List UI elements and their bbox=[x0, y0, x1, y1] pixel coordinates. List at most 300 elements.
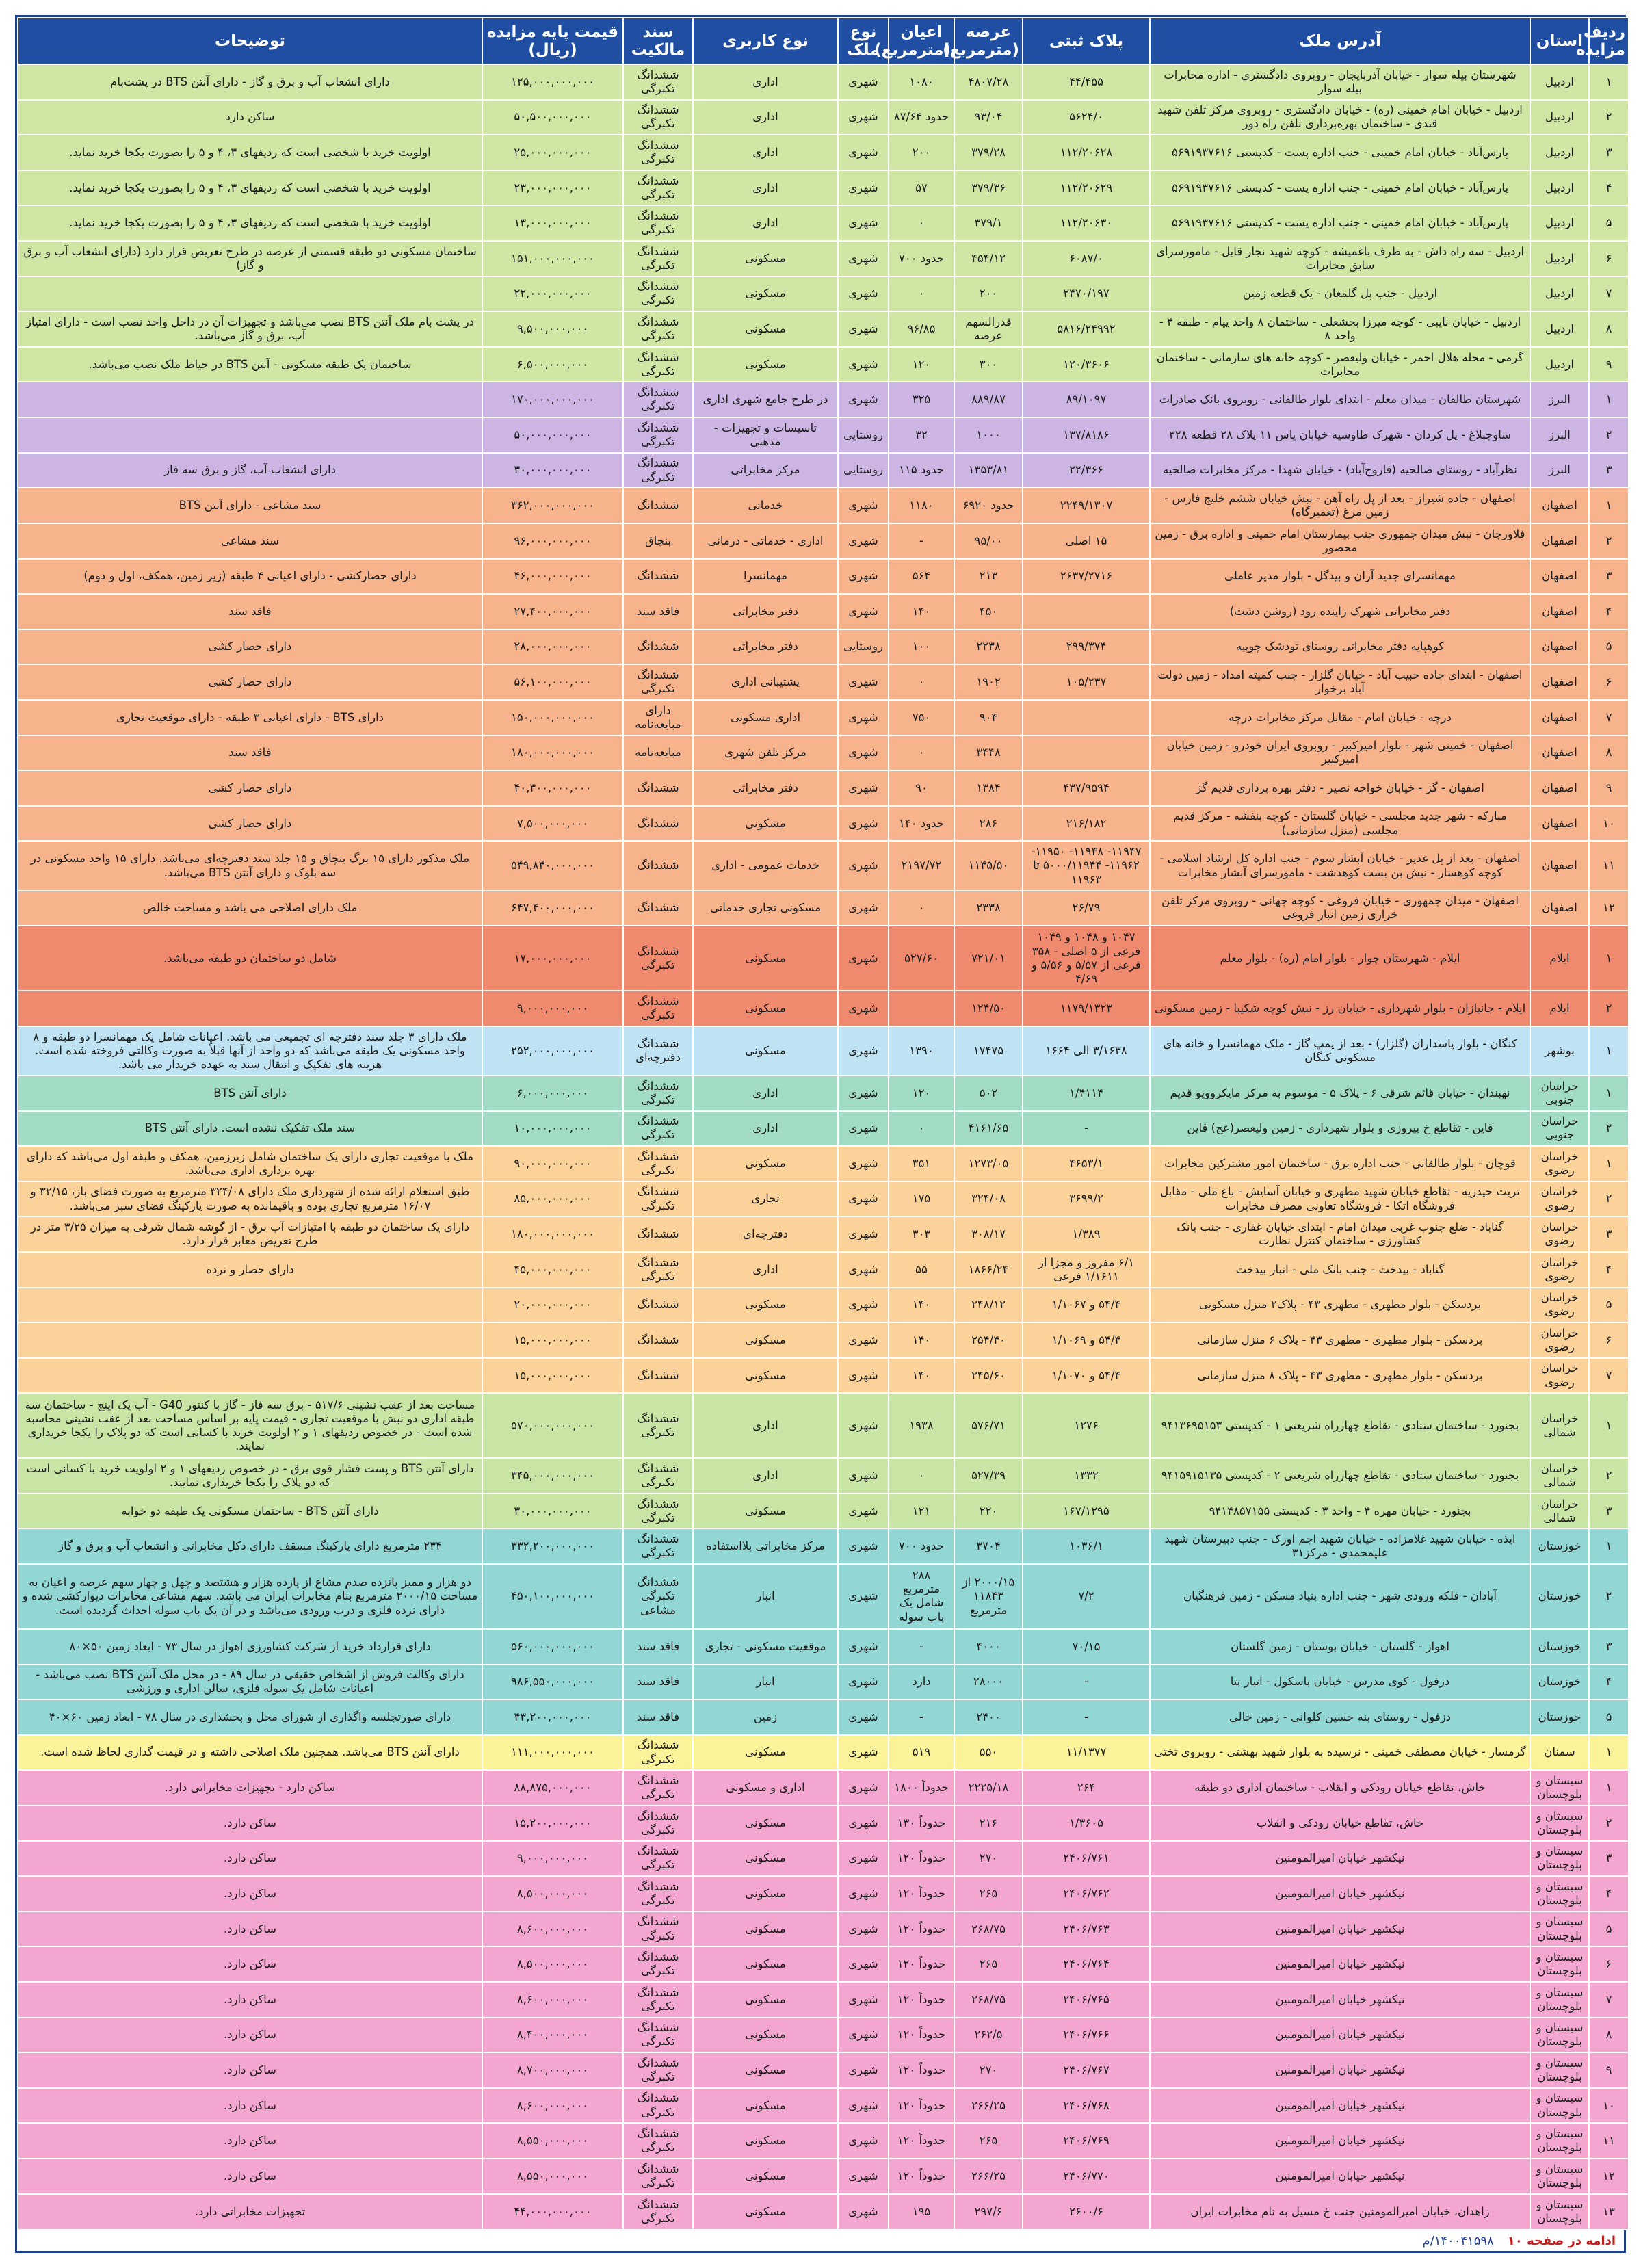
cell-deed: فاقد سند bbox=[623, 1699, 693, 1735]
cell-row-number: ۵ bbox=[1589, 1288, 1629, 1323]
cell-deed: ششدانگ تکبرگی bbox=[623, 2018, 693, 2053]
cell-description: ساختمان مسکونی دو طبقه قسمتی از عرصه در طرح تعریض قرار دارد (دارای انشعاب آب و برق و گاز) bbox=[18, 241, 482, 276]
cell-building-area: ۰ bbox=[889, 276, 954, 312]
cell-plaque: ۲۴۰۶/۷۶۹ bbox=[1023, 2123, 1150, 2159]
cell-building-area bbox=[889, 991, 954, 1026]
cell-plaque: ۲۹۹/۳۷۴ bbox=[1023, 629, 1150, 665]
cell-row-number: ۷ bbox=[1589, 1358, 1629, 1394]
cell-usage: اداری bbox=[693, 64, 838, 100]
cell-deed: ششدانگ تکبرگی bbox=[623, 2123, 693, 2159]
cell-province: خوزستان bbox=[1530, 1699, 1589, 1735]
cell-deed: ششدانگ تکبرگی bbox=[623, 311, 693, 347]
cell-land-area: ۴۸۰۷/۲۸ bbox=[954, 64, 1023, 100]
cell-row-number: ۷ bbox=[1589, 700, 1629, 735]
cell-land-area: ۱۲۷۳/۰۵ bbox=[954, 1146, 1023, 1182]
table-row bbox=[18, 1699, 1629, 1735]
cell-address: اردبیل - خیابان نایبی - کوچه میرزا بخشعلی - ساختمان ۸ واحد پیام - طبقه ۴ - واحد ۸ bbox=[1150, 311, 1530, 347]
cell-property-kind: شهری bbox=[838, 1252, 889, 1288]
cell-row-number: ۳ bbox=[1589, 559, 1629, 595]
cell-land-area: ۲۴۸/۱۲ bbox=[954, 1288, 1023, 1323]
cell-deed: فاقد سند bbox=[623, 1629, 693, 1665]
cell-province: ایلام bbox=[1530, 991, 1589, 1026]
cell-deed: ششدانگ bbox=[623, 629, 693, 665]
cell-plaque: ۲۲/۳۶۶ bbox=[1023, 453, 1150, 488]
cell-province: خوزستان bbox=[1530, 1528, 1589, 1564]
cell-deed: ششدانگ تکبرگی bbox=[623, 1393, 693, 1458]
cell-deed: ششدانگ تکبرگی bbox=[623, 1735, 693, 1771]
cell-usage: مسکونی bbox=[693, 2194, 838, 2230]
cell-deed: ششدانگ تکبرگی bbox=[623, 2088, 693, 2124]
cell-description: دارای آنتن BTS - ساختمان مسکونی یک طبقه دو خوابه bbox=[18, 1494, 482, 1529]
cell-usage: اداری bbox=[693, 1393, 838, 1458]
table-row bbox=[18, 2088, 1629, 2124]
cell-land-area: قدرالسهم عرصه bbox=[954, 311, 1023, 347]
cell-plaque: - bbox=[1023, 1665, 1150, 1700]
cell-province: بوشهر bbox=[1530, 1026, 1589, 1076]
table-row bbox=[18, 417, 1629, 453]
cell-description: دارای آنتن BTS bbox=[18, 1076, 482, 1111]
cell-usage: دفتر مخابراتی bbox=[693, 770, 838, 806]
cell-plaque: ۲۱۶/۱۸۲ bbox=[1023, 806, 1150, 842]
cell-plaque: ۱۵ اصلی bbox=[1023, 523, 1150, 559]
cell-deed: ششدانگ تکبرگی bbox=[623, 1111, 693, 1147]
cell-land-area: ۳۴۴۸ bbox=[954, 735, 1023, 771]
cell-row-number: ۱ bbox=[1589, 1393, 1629, 1458]
cell-province: سیستان و بلوچستان bbox=[1530, 1806, 1589, 1841]
cell-description: ملک دارای ۳ جلد سند دفترچه ای تجمیعی می باشد. اعیانات شامل یک مهمانسرا دو طبقه و ۸ واحد مسکونی یک طبقه می‌باشد که دو واحد از آنها قبلاً به صورت وکالتی فروخته شده است. هزینه های تفکیک و انتقال سند به عهده خریدار می باشد. bbox=[18, 1026, 482, 1076]
table-body bbox=[18, 64, 1629, 2230]
cell-property-kind: شهری bbox=[838, 735, 889, 771]
table-row bbox=[18, 276, 1629, 312]
table-header bbox=[18, 18, 1629, 64]
cell-property-kind: شهری bbox=[838, 1358, 889, 1394]
cell-usage: اداری - خدماتی - درمانی bbox=[693, 523, 838, 559]
cell-building-area: حدوداً ۱۲۰ bbox=[889, 1912, 954, 1947]
cell-building-area: حدوداً ۱۲۰ bbox=[889, 1841, 954, 1877]
cell-land-area: ۲۰۰ bbox=[954, 276, 1023, 312]
cell-property-kind: شهری bbox=[838, 2159, 889, 2194]
table-row bbox=[18, 1735, 1629, 1771]
cell-description: دارای صورتجلسه واگذاری از شورای محل و بخشداری در سال ۷۸ - ابعاد زمین ۶۰×۴۰ bbox=[18, 1699, 482, 1735]
cell-address: دزفول - روستای بنه حسین کلوانی - زمین خالی bbox=[1150, 1699, 1530, 1735]
cell-land-area: ۲۷۰ bbox=[954, 2052, 1023, 2088]
cell-building-area: حدود ۱۴۰ bbox=[889, 806, 954, 842]
cell-province: اصفهان bbox=[1530, 700, 1589, 735]
cell-description: ۲۳۴ مترمربع دارای پارکینگ مسقف دارای دکل مخابراتی و انشعاب آب و برق و گاز bbox=[18, 1528, 482, 1564]
cell-usage: مرکز تلفن شهری bbox=[693, 735, 838, 771]
cell-province: سیستان و بلوچستان bbox=[1530, 2123, 1589, 2159]
cell-property-kind: شهری bbox=[838, 2088, 889, 2124]
cell-plaque: ۵۸۱۶/۲۴۹۹۲ bbox=[1023, 311, 1150, 347]
cell-land-area: ۲۶۵ bbox=[954, 1946, 1023, 1982]
cell-province: خوزستان bbox=[1530, 1564, 1589, 1629]
cell-description: دارای انشعاب آب و برق و گاز - دارای آنتن BTS در پشت‌بام bbox=[18, 64, 482, 100]
cell-address: گناباد - بیدخت - جنب بانک ملی - انبار بیدخت bbox=[1150, 1252, 1530, 1288]
cell-deed: ششدانگ bbox=[623, 806, 693, 842]
cell-base-price: ۸,۶۰۰,۰۰۰,۰۰۰ bbox=[482, 1982, 623, 2018]
cell-land-area: ۳۷۹/۱ bbox=[954, 205, 1023, 241]
cell-description: ساکن دارد bbox=[18, 100, 482, 135]
cell-province: خراسان رضوی bbox=[1530, 1182, 1589, 1217]
cell-plaque: ۵۶۲۴/۰ bbox=[1023, 100, 1150, 135]
table-row bbox=[18, 770, 1629, 806]
cell-plaque: ۲۶۳۷/۲۷۱۶ bbox=[1023, 559, 1150, 595]
cell-address: قاین - تقاطع خ پیروزی و بلوار شهرداری - زمین ولیعصر(عج) قاین bbox=[1150, 1111, 1530, 1147]
cell-land-area: ۳۷۰۴ bbox=[954, 1528, 1023, 1564]
cell-base-price: ۶۴۷,۴۰۰,۰۰۰,۰۰۰ bbox=[482, 891, 623, 926]
cell-description: در پشت بام ملک آنتن BTS نصب می‌باشد و تجهیزات آن در داخل واحد نصب است - دارای امتیاز آب، برق و گاز می‌باشد. bbox=[18, 311, 482, 347]
cell-land-area: ۲۴۵/۶۰ bbox=[954, 1358, 1023, 1394]
cell-plaque: ۶/۱ مفروز و مجزا از ۱/۱۶۱۱ فرعی bbox=[1023, 1252, 1150, 1288]
cell-row-number: ۱ bbox=[1589, 64, 1629, 100]
cell-usage: مسکونی bbox=[693, 1146, 838, 1182]
cell-property-kind: شهری bbox=[838, 1076, 889, 1111]
cell-deed: فاقد سند bbox=[623, 1665, 693, 1700]
cell-deed: ششدانگ تکبرگی bbox=[623, 991, 693, 1026]
cell-base-price: ۵۰,۵۰۰,۰۰۰,۰۰۰ bbox=[482, 100, 623, 135]
ad-code: ۱۴۰۰۴۱۵۹۸/م bbox=[1422, 2233, 1494, 2248]
table-row bbox=[18, 453, 1629, 488]
cell-property-kind: شهری bbox=[838, 1876, 889, 1912]
cell-usage: دفتر مخابراتی bbox=[693, 629, 838, 665]
cell-land-area: ۲۲۲۵/۱۸ bbox=[954, 1770, 1023, 1806]
cell-description: دارای حصار کشی bbox=[18, 770, 482, 806]
cell-deed: ششدانگ bbox=[623, 841, 693, 890]
cell-base-price: ۳۴۵,۰۰۰,۰۰۰,۰۰۰ bbox=[482, 1458, 623, 1494]
cell-building-area: ۱۰۸۰ bbox=[889, 64, 954, 100]
cell-usage: موقعیت مسکونی - تجاری bbox=[693, 1629, 838, 1665]
cell-description: ملک با موقعیت تجاری دارای یک ساختمان شامل زیرزمین، همکف و طبقه اول می‌باشد که دارای بهره برداری اداری می‌باشد. bbox=[18, 1146, 482, 1182]
cell-property-kind: شهری bbox=[838, 241, 889, 276]
cell-property-kind: شهری bbox=[838, 1946, 889, 1982]
header-plaque: پلاک ثبتی bbox=[1023, 18, 1150, 64]
cell-province: ایلام bbox=[1530, 926, 1589, 991]
cell-deed: ششدانگ تکبرگی bbox=[623, 347, 693, 382]
cell-address: ایلام - شهرستان چوار - بلوار امام (ره) - بلوار معلم bbox=[1150, 926, 1530, 991]
cell-base-price: ۶,۵۰۰,۰۰۰,۰۰۰ bbox=[482, 347, 623, 382]
table-row bbox=[18, 1216, 1629, 1252]
cell-base-price: ۱۷,۰۰۰,۰۰۰,۰۰۰ bbox=[482, 926, 623, 991]
cell-province: اردبیل bbox=[1530, 135, 1589, 170]
cell-row-number: ۲ bbox=[1589, 523, 1629, 559]
cell-land-area: ۲۰۰۰/۱۵ از ۱۱۸۴۳ مترمربع bbox=[954, 1564, 1023, 1629]
cell-address: گرمی - محله هلال احمر - خیابان ولیعصر - کوچه خانه های سازمانی - ساختمان مخابرات bbox=[1150, 347, 1530, 382]
cell-base-price: ۵۶۰,۰۰۰,۰۰۰,۰۰۰ bbox=[482, 1629, 623, 1665]
cell-land-area: ۲۵۴/۴۰ bbox=[954, 1322, 1023, 1358]
cell-building-area: - bbox=[889, 523, 954, 559]
cell-usage: اداری bbox=[693, 1458, 838, 1494]
cell-building-area: حدوداً ۱۲۰ bbox=[889, 2088, 954, 2124]
cell-usage: مسکونی bbox=[693, 1494, 838, 1529]
cell-usage: مسکونی bbox=[693, 1358, 838, 1394]
cell-base-price: ۹۸۶,۵۵۰,۰۰۰,۰۰۰ bbox=[482, 1665, 623, 1700]
cell-property-kind: شهری bbox=[838, 1111, 889, 1147]
cell-description: فاقد سند bbox=[18, 594, 482, 629]
cell-base-price: ۶,۰۰۰,۰۰۰,۰۰۰ bbox=[482, 1076, 623, 1111]
cell-plaque: ۸۹/۱۰۹۷ bbox=[1023, 382, 1150, 417]
cell-land-area: ۲۶۵ bbox=[954, 1876, 1023, 1912]
cell-province: اردبیل bbox=[1530, 347, 1589, 382]
cell-land-area: ۱۷۴۷۵ bbox=[954, 1026, 1023, 1076]
cell-province: اردبیل bbox=[1530, 100, 1589, 135]
cell-property-kind: شهری bbox=[838, 1322, 889, 1358]
cell-land-area: ۲۶۶/۲۵ bbox=[954, 2159, 1023, 2194]
cell-deed: ششدانگ تکبرگی bbox=[623, 1076, 693, 1111]
cell-row-number: ۲ bbox=[1589, 1564, 1629, 1629]
table-row bbox=[18, 806, 1629, 842]
table-row bbox=[18, 2194, 1629, 2230]
header-description: توضیحات bbox=[18, 18, 482, 64]
cell-usage: انبار bbox=[693, 1665, 838, 1700]
cell-land-area: ۲۲۳۸ bbox=[954, 629, 1023, 665]
table-row bbox=[18, 1358, 1629, 1394]
cell-base-price: ۲۳,۰۰۰,۰۰۰,۰۰۰ bbox=[482, 170, 623, 206]
cell-address: تربت حیدریه - تقاطع خیابان شهید مطهری و خیابان آسایش - باغ ملی - مقابل فروشگاه اتکا - فروشگاه تعاونی مصرف مخابرات bbox=[1150, 1182, 1530, 1217]
cell-land-area: ۵۷۶/۷۱ bbox=[954, 1393, 1023, 1458]
cell-row-number: ۲ bbox=[1589, 100, 1629, 135]
table-row bbox=[18, 1564, 1629, 1629]
cell-address: زاهدان، خیابان امیرالمومنین جنب خ مسیل به نام مخابرات ایران bbox=[1150, 2194, 1530, 2230]
cell-usage: مسکونی bbox=[693, 241, 838, 276]
cell-base-price: ۵۶,۱۰۰,۰۰۰,۰۰۰ bbox=[482, 664, 623, 700]
cell-address: بجنورد - ساختمان ستادی - تقاطع چهارراه شریعتی ۱ - کدپستی ۹۴۱۳۶۹۵۱۵۳ bbox=[1150, 1393, 1530, 1458]
cell-address: اصفهان - ابتدای جاده حبیب آباد - خیابان گلزار - جنب کمیته امداد - زمین دولت آباد برخوار bbox=[1150, 664, 1530, 700]
cell-province: اصفهان bbox=[1530, 594, 1589, 629]
cell-plaque: ۲۴۰۶/۷۶۸ bbox=[1023, 2088, 1150, 2124]
cell-deed: ششدانگ bbox=[623, 770, 693, 806]
table-row bbox=[18, 1252, 1629, 1288]
cell-row-number: ۴ bbox=[1589, 1665, 1629, 1700]
cell-land-area: ۱۳۵۳/۸۱ bbox=[954, 453, 1023, 488]
cell-deed: ششدانگ bbox=[623, 1288, 693, 1323]
cell-description bbox=[18, 382, 482, 417]
cell-base-price: ۱۰,۰۰۰,۰۰۰,۰۰۰ bbox=[482, 1111, 623, 1147]
cell-usage: پشتیبانی اداری bbox=[693, 664, 838, 700]
cell-building-area: ۲۱۹۷/۷۲ bbox=[889, 841, 954, 890]
cell-province: سیستان و بلوچستان bbox=[1530, 1946, 1589, 1982]
cell-description: دارای یک ساختمان دو طبقه با امتیازات آب برق - از گوشه شمال شرقی به میزان ۳/۲۵ متر در طرح تعریض معابر قرار دارد. bbox=[18, 1216, 482, 1252]
cell-deed: ششدانگ تکبرگی bbox=[623, 170, 693, 206]
cell-base-price: ۵۴۹,۸۴۰,۰۰۰,۰۰۰ bbox=[482, 841, 623, 890]
cell-property-kind: شهری bbox=[838, 1146, 889, 1182]
cell-base-price: ۴۰,۳۰۰,۰۰۰,۰۰۰ bbox=[482, 770, 623, 806]
cell-address: خاش، تقاطع خیابان رودکی و انقلاب - ساختمان اداری دو طبقه bbox=[1150, 1770, 1530, 1806]
cell-row-number: ۲ bbox=[1589, 417, 1629, 453]
table-row bbox=[18, 1528, 1629, 1564]
table-row bbox=[18, 488, 1629, 523]
cell-plaque: ۲۶/۷۹ bbox=[1023, 891, 1150, 926]
cell-usage: خدماتی bbox=[693, 488, 838, 523]
cell-building-area: ۱۴۰ bbox=[889, 594, 954, 629]
cell-usage: اداری bbox=[693, 100, 838, 135]
cell-property-kind: شهری bbox=[838, 806, 889, 842]
table-row bbox=[18, 991, 1629, 1026]
cell-property-kind: شهری bbox=[838, 1182, 889, 1217]
cell-address: اصفهان - خمینی شهر - بلوار امیرکبیر - روبروی ایران خودرو - زمین خیابان امیرکبیر bbox=[1150, 735, 1530, 771]
cell-plaque: ۴۶۵۳/۱ bbox=[1023, 1146, 1150, 1182]
cell-address: دفتر مخابراتی شهرک زاینده رود (روشن دشت) bbox=[1150, 594, 1530, 629]
cell-land-area: ۲۹۷/۶ bbox=[954, 2194, 1023, 2230]
cell-building-area: ۱۲۱ bbox=[889, 1494, 954, 1529]
cell-province: سیستان و بلوچستان bbox=[1530, 2052, 1589, 2088]
cell-land-area: ۴۱۶۱/۶۵ bbox=[954, 1111, 1023, 1147]
cell-base-price: ۸,۶۰۰,۰۰۰,۰۰۰ bbox=[482, 1912, 623, 1947]
cell-province: خراسان رضوی bbox=[1530, 1252, 1589, 1288]
cell-building-area: ۱۴۰ bbox=[889, 1358, 954, 1394]
cell-row-number: ۲ bbox=[1589, 1111, 1629, 1147]
cell-row-number: ۶ bbox=[1589, 241, 1629, 276]
cell-deed: ششدانگ تکبرگی bbox=[623, 1982, 693, 2018]
cell-address: فلاورجان - نبش میدان جمهوری جنب بیمارستان امام خمینی و اداره برق - زمین محصور bbox=[1150, 523, 1530, 559]
cell-row-number: ۹ bbox=[1589, 770, 1629, 806]
cell-deed: ششدانگ تکبرگی bbox=[623, 1946, 693, 1982]
cell-address: ایلام - جانبازان - بلوار شهرداری - خیابان رز - نبش کوچه شکیبا - زمین مسکونی bbox=[1150, 991, 1530, 1026]
table-row bbox=[18, 100, 1629, 135]
cell-row-number: ۱ bbox=[1589, 1146, 1629, 1182]
cell-base-price: ۷,۵۰۰,۰۰۰,۰۰۰ bbox=[482, 806, 623, 842]
cell-property-kind: شهری bbox=[838, 488, 889, 523]
cell-base-price: ۵۷۰,۰۰۰,۰۰۰,۰۰۰ bbox=[482, 1393, 623, 1458]
table-row bbox=[18, 311, 1629, 347]
cell-usage: مهمانسرا bbox=[693, 559, 838, 595]
cell-plaque: ۳۶۹۹/۲ bbox=[1023, 1182, 1150, 1217]
cell-property-kind: شهری bbox=[838, 2052, 889, 2088]
cell-usage: دفتر مخابراتی bbox=[693, 594, 838, 629]
cell-row-number: ۳ bbox=[1589, 135, 1629, 170]
table-row bbox=[18, 629, 1629, 665]
cell-property-kind: شهری bbox=[838, 1770, 889, 1806]
cell-plaque: ۷۰/۱۵ bbox=[1023, 1629, 1150, 1665]
cell-row-number: ۹ bbox=[1589, 347, 1629, 382]
table-row bbox=[18, 2159, 1629, 2194]
cell-property-kind: شهری bbox=[838, 891, 889, 926]
cell-address: نیکشهر خیابان امیرالمومنین bbox=[1150, 2123, 1530, 2159]
cell-property-kind: شهری bbox=[838, 594, 889, 629]
cell-building-area: ۱۳۹۰ bbox=[889, 1026, 954, 1076]
cell-plaque: ۲۴۰۶/۷۶۵ bbox=[1023, 1982, 1150, 2018]
cell-province: اصفهان bbox=[1530, 806, 1589, 842]
cell-plaque: ۱۲۷۶ bbox=[1023, 1393, 1150, 1458]
cell-row-number: ۲ bbox=[1589, 991, 1629, 1026]
cell-deed: ششدانگ تکبرگی bbox=[623, 664, 693, 700]
cell-row-number: ۴ bbox=[1589, 1876, 1629, 1912]
cell-land-area: ۵۵۰ bbox=[954, 1735, 1023, 1771]
cell-deed: بنچاق bbox=[623, 523, 693, 559]
cell-description: دارای BTS - دارای اعیانی ۳ طبقه - دارای موقعیت تجاری bbox=[18, 700, 482, 735]
cell-plaque: ۱۱/۱۳۷۷ bbox=[1023, 1735, 1150, 1771]
cell-description: دارای قرارداد خرید از شرکت کشاورزی اهواز در سال ۷۳ - ابعاد زمین ۵۰×۸۰ bbox=[18, 1629, 482, 1665]
cell-province: اصفهان bbox=[1530, 841, 1589, 890]
cell-base-price: ۴۴,۰۰۰,۰۰۰,۰۰۰ bbox=[482, 2194, 623, 2230]
cell-deed: ششدانگ تکبرگی bbox=[623, 1494, 693, 1529]
cell-base-price: ۹,۰۰۰,۰۰۰,۰۰۰ bbox=[482, 991, 623, 1026]
cell-province: خراسان رضوی bbox=[1530, 1358, 1589, 1394]
cell-building-area: حدود ۷۰۰ bbox=[889, 1528, 954, 1564]
cell-address: پارس‌آباد - خیابان امام خمینی - جنب اداره پست - کدپستی ۵۶۹۱۹۳۷۶۱۶ bbox=[1150, 135, 1530, 170]
cell-plaque: ۵۴/۴ و ۱/۱۰۶۹ bbox=[1023, 1322, 1150, 1358]
cell-usage: مسکونی bbox=[693, 311, 838, 347]
cell-description bbox=[18, 417, 482, 453]
cell-plaque bbox=[1023, 735, 1150, 771]
cell-row-number: ۴ bbox=[1589, 594, 1629, 629]
cell-property-kind: شهری bbox=[838, 770, 889, 806]
table-row bbox=[18, 1494, 1629, 1529]
cell-usage: مرکز مخابراتی bbox=[693, 453, 838, 488]
cell-property-kind: شهری bbox=[838, 347, 889, 382]
table-row bbox=[18, 2018, 1629, 2053]
cell-row-number: ۵ bbox=[1589, 1912, 1629, 1947]
table-row bbox=[18, 1982, 1629, 2018]
table-row bbox=[18, 594, 1629, 629]
cell-deed: ششدانگ bbox=[623, 1216, 693, 1252]
cell-deed: ششدانگ bbox=[623, 559, 693, 595]
cell-land-area: ۳۷۹/۳۶ bbox=[954, 170, 1023, 206]
auction-table-sheet bbox=[15, 15, 1626, 2253]
table-row bbox=[18, 700, 1629, 735]
cell-base-price: ۴۵,۰۰۰,۰۰۰,۰۰۰ bbox=[482, 1252, 623, 1288]
cell-description: شامل دو ساختمان دو طبقه می‌باشد. bbox=[18, 926, 482, 991]
cell-deed: ششدانگ تکبرگی bbox=[623, 135, 693, 170]
cell-usage: اداری bbox=[693, 205, 838, 241]
cell-building-area: ۱۹۵ bbox=[889, 2194, 954, 2230]
cell-description: ساکن دارد. bbox=[18, 1806, 482, 1841]
cell-property-kind: روستایی bbox=[838, 417, 889, 453]
cell-plaque: ۲۲۴۹/۱۳۰۷ bbox=[1023, 488, 1150, 523]
cell-building-area: ۱۲۰ bbox=[889, 1076, 954, 1111]
cell-plaque: ۱۲۰/۳۶۰۶ bbox=[1023, 347, 1150, 382]
cell-building-area: ۰ bbox=[889, 1111, 954, 1147]
cell-description: سند مشاعی - دارای آنتن BTS bbox=[18, 488, 482, 523]
cell-property-kind: شهری bbox=[838, 1982, 889, 2018]
cell-land-area: ۲۶۲/۵ bbox=[954, 2018, 1023, 2053]
cell-row-number: ۹ bbox=[1589, 2052, 1629, 2088]
cell-address: پارس‌آباد - خیابان امام خمینی - جنب اداره پست - کدپستی ۵۶۹۱۹۳۷۶۱۶ bbox=[1150, 205, 1530, 241]
cell-province: خراسان رضوی bbox=[1530, 1216, 1589, 1252]
cell-province: اصفهان bbox=[1530, 629, 1589, 665]
cell-land-area: ۸۸۹/۸۷ bbox=[954, 382, 1023, 417]
cell-deed: ششدانگ تکبرگی bbox=[623, 1912, 693, 1947]
cell-row-number: ۱ bbox=[1589, 1528, 1629, 1564]
cell-usage: اداری bbox=[693, 135, 838, 170]
cell-building-area: ۳۰۳ bbox=[889, 1216, 954, 1252]
cell-province: اصفهان bbox=[1530, 559, 1589, 595]
cell-base-price: ۸,۵۰۰,۰۰۰,۰۰۰ bbox=[482, 1876, 623, 1912]
cell-province: اردبیل bbox=[1530, 276, 1589, 312]
cell-land-area: ۲۳۳۸ bbox=[954, 891, 1023, 926]
header-province: استان bbox=[1530, 18, 1589, 64]
cell-address: گناباد - ضلع جنوب غربی میدان امام - ابتدای خیابان غفاری - جنب بانک کشاورزی - ساختمان کنترل نظارت bbox=[1150, 1216, 1530, 1252]
cell-property-kind: شهری bbox=[838, 841, 889, 890]
continued-note: ادامه در صفحه ۱۰ bbox=[1507, 2233, 1616, 2248]
cell-address: قوچان - بلوار طالقانی - جنب اداره برق - ساختمان امور مشترکین مخابرات bbox=[1150, 1146, 1530, 1182]
cell-usage: مسکونی bbox=[693, 1288, 838, 1323]
cell-base-price: ۱۵,۰۰۰,۰۰۰,۰۰۰ bbox=[482, 1358, 623, 1394]
cell-description: ساختمان یک طبقه مسکونی - آنتن BTS در حیاط ملک نصب می‌باشد. bbox=[18, 347, 482, 382]
cell-property-kind: شهری bbox=[838, 311, 889, 347]
cell-deed: ششدانگ تکبرگی مشاعی bbox=[623, 1564, 693, 1629]
cell-land-area: ۲۴۰۰ bbox=[954, 1699, 1023, 1735]
cell-row-number: ۲ bbox=[1589, 1182, 1629, 1217]
cell-province: خراسان رضوی bbox=[1530, 1146, 1589, 1182]
cell-row-number: ۳ bbox=[1589, 1629, 1629, 1665]
cell-usage: مسکونی bbox=[693, 347, 838, 382]
cell-building-area: - bbox=[889, 1699, 954, 1735]
cell-property-kind: شهری bbox=[838, 991, 889, 1026]
cell-description: دارای آنتن BTS و پست فشار قوی برق - در خصوص ردیفهای ۱ و ۲ اولویت خرید با کسانی است که دو پلاک را یکجا خریداری نمایند. bbox=[18, 1458, 482, 1494]
table-row bbox=[18, 1841, 1629, 1877]
cell-deed: ششدانگ تکبرگی bbox=[623, 205, 693, 241]
cell-deed: ششدانگ تکبرگی bbox=[623, 1528, 693, 1564]
